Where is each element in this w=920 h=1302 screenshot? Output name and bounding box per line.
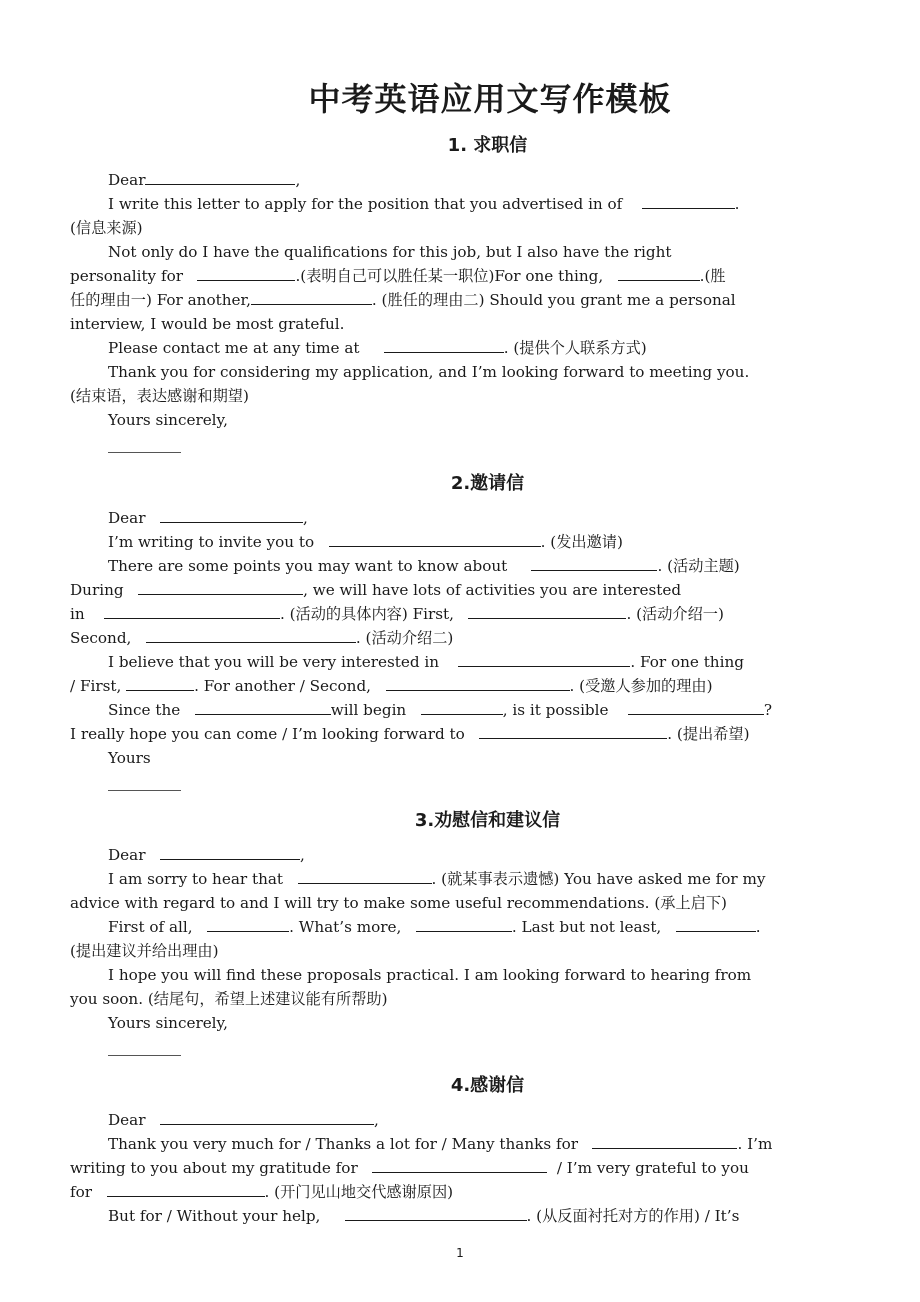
signature-line[interactable] — [108, 452, 181, 453]
fill-blank[interactable] — [197, 266, 295, 281]
page-number: 1 — [456, 1246, 464, 1260]
fill-blank[interactable] — [372, 1158, 547, 1173]
fill-blank[interactable] — [145, 170, 295, 185]
fill-blank[interactable] — [126, 676, 194, 691]
fill-blank[interactable] — [104, 604, 280, 619]
fill-blank[interactable] — [329, 532, 541, 547]
fill-blank[interactable] — [618, 266, 700, 281]
s1-line: Not only do I have the qualifications for this job, but I also have the right — [108, 243, 672, 261]
fill-blank[interactable] — [642, 194, 735, 209]
fill-blank[interactable] — [386, 676, 570, 691]
signature-line[interactable] — [108, 790, 181, 791]
fill-blank[interactable] — [628, 700, 764, 715]
fill-blank[interactable] — [207, 917, 289, 932]
section-heading-advice: 3.劝慰信和建议信 — [414, 810, 561, 831]
s1-line: personality for .(表明自己可以胜任某一职位)For one thing, .(胜 — [70, 267, 726, 285]
s2-line: Second, . (活动介绍二) — [70, 629, 454, 647]
s3-line: you soon. (结尾句，希望上述建议能有所帮助) — [70, 990, 388, 1008]
fill-blank[interactable] — [592, 1134, 737, 1149]
fill-blank[interactable] — [160, 845, 300, 860]
fill-blank[interactable] — [479, 724, 667, 739]
fill-blank[interactable] — [160, 508, 303, 523]
s3-line: (提出建议并给出理由) — [70, 942, 219, 960]
s1-line: Thank you for considering my application, and I’m looking forward to meeting you. — [108, 363, 750, 381]
s4-line: But for / Without your help, . (从反面衬托对方的作用) / It’s — [108, 1207, 740, 1225]
s1-closing: Yours sincerely, — [108, 411, 228, 429]
s2-salutation: Dear , — [108, 509, 308, 527]
s2-line: Since the will begin , is it possible ? — [108, 701, 772, 719]
s3-line: advice with regard to and I will try to make some useful recommendations. (承上启下) — [70, 894, 727, 912]
fill-blank[interactable] — [345, 1206, 527, 1221]
fill-blank[interactable] — [384, 338, 504, 353]
s3-closing: Yours sincerely, — [108, 1014, 228, 1032]
s3-line: I hope you will find these proposals practical. I am looking forward to hearing from — [108, 966, 752, 984]
signature-line[interactable] — [108, 1055, 181, 1056]
s3-line: First of all, . What’s more, . Last but not least, . — [108, 918, 761, 936]
s4-line: Thank you very much for / Thanks a lot for / Many thanks for . I’m — [108, 1135, 773, 1153]
s2-line: There are some points you may want to know about . (活动主题) — [108, 557, 740, 575]
fill-blank[interactable] — [416, 917, 512, 932]
fill-blank[interactable] — [146, 628, 356, 643]
document-title: 中考英语应用文写作模板 — [308, 80, 672, 118]
s1-salutation: Dear , — [108, 171, 301, 189]
s2-line: I believe that you will be very interested in . For one thing — [108, 653, 744, 671]
s1-line: (信息来源) — [70, 219, 143, 237]
fill-blank[interactable] — [138, 580, 303, 595]
s4-line: writing to you about my gratitude for / I’m very grateful to you — [70, 1159, 749, 1177]
fill-blank[interactable] — [195, 700, 331, 715]
s2-line: in . (活动的具体内容) First, . (活动介绍一) — [70, 605, 724, 623]
section-heading-thanks: 4.感谢信 — [450, 1075, 525, 1096]
fill-blank[interactable] — [676, 917, 756, 932]
s1-line: I write this letter to apply for the position that you advertised in of . — [108, 195, 740, 213]
s3-line: I am sorry to hear that . (就某事表示遗憾) You have asked me for my — [108, 870, 766, 888]
s4-line: for . (开门见山地交代感谢原因) — [70, 1183, 454, 1201]
s1-line: 任的理由一) For another, . (胜任的理由二) Should you grant me a personal — [70, 291, 736, 309]
fill-blank[interactable] — [298, 869, 432, 884]
fill-blank[interactable] — [107, 1182, 265, 1197]
s1-line: (结束语，表达感谢和期望) — [70, 387, 249, 405]
fill-blank[interactable] — [531, 556, 657, 571]
fill-blank[interactable] — [468, 604, 626, 619]
s4-salutation: Dear , — [108, 1111, 379, 1129]
section-heading-job-application: 1. 求职信 — [447, 135, 528, 156]
s1-line: Please contact me at any time at . (提供个人联系方式) — [108, 339, 647, 357]
s3-salutation: Dear , — [108, 846, 305, 864]
fill-blank[interactable] — [421, 700, 503, 715]
fill-blank[interactable] — [251, 290, 372, 305]
s2-line: I’m writing to invite you to . (发出邀请) — [108, 533, 623, 551]
s2-closing: Yours — [108, 749, 151, 767]
fill-blank[interactable] — [160, 1110, 374, 1125]
fill-blank[interactable] — [458, 652, 630, 667]
section-heading-invitation: 2.邀请信 — [450, 473, 525, 494]
s2-line: I really hope you can come / I’m looking forward to . (提出希望) — [70, 725, 750, 743]
s2-line: / First, . For another / Second, . (受邀人参加的理由) — [70, 677, 713, 695]
s1-line: interview, I would be most grateful. — [70, 315, 345, 333]
s2-line: During , we will have lots of activities you are interested — [70, 581, 682, 599]
